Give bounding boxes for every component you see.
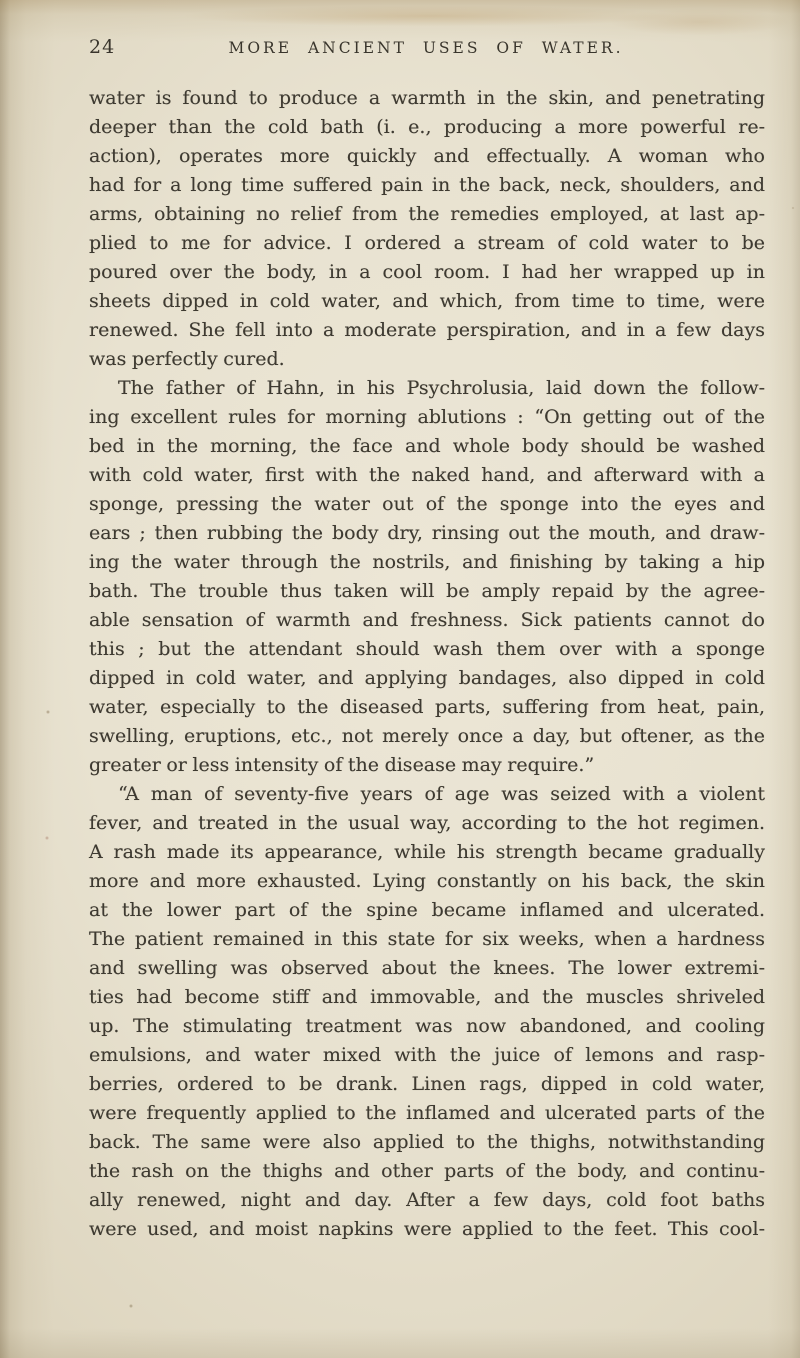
- text-line: The patient remained in this state for six weeks, when a hardness: [89, 928, 765, 950]
- text-line: “A man of seventy-five years of age was seized with a violent: [118, 783, 765, 805]
- text-line: fever, and treated in the usual way, according to the hot regimen.: [89, 812, 765, 834]
- text-line: action), operates more quickly and effectually. A woman who: [89, 145, 765, 167]
- text-line: sponge, pressing the water out of the sponge into the eyes and: [89, 493, 765, 515]
- text-line: bath. The trouble thus taken will be amply repaid by the agree-: [89, 580, 765, 602]
- text-line: were used, and moist napkins were applied to the feet. This cool-: [89, 1218, 765, 1240]
- body-text: [89, 84, 765, 1244]
- text-line: able sensation of warmth and freshness. Sick patients cannot do: [89, 609, 765, 631]
- text-line: deeper than the cold bath (i. e., producing a more powerful re-: [89, 116, 765, 138]
- text-line: was perfectly cured.: [89, 348, 285, 370]
- text-line: sheets dipped in cold water, and which, from time to time, were: [89, 290, 765, 312]
- text-line: with cold water, first with the naked hand, and afterward with a: [89, 464, 765, 486]
- text-line: bed in the morning, the face and whole body should be washed: [89, 435, 765, 457]
- text-line: at the lower part of the spine became inflamed and ulcerated.: [89, 899, 765, 921]
- text-line: ing excellent rules for morning ablutions : “On getting out of the: [89, 406, 765, 428]
- page-number: 24: [89, 36, 116, 58]
- text-line: plied to me for advice. I ordered a stream of cold water to be: [89, 232, 765, 254]
- text-line: ties had become stiff and immovable, and the muscles shriveled: [89, 986, 765, 1008]
- text-line: berries, ordered to be drank. Linen rags, dipped in cold water,: [89, 1073, 765, 1095]
- text-line: up. The stimulating treatment was now abandoned, and cooling: [89, 1015, 765, 1037]
- text-line: had for a long time suffered pain in the back, neck, shoulders, and: [89, 174, 765, 196]
- text-line: emulsions, and water mixed with the juice of lemons and rasp-: [89, 1044, 765, 1066]
- text-line: water, especially to the diseased parts, suffering from heat, pain,: [89, 696, 765, 718]
- text-line: and swelling was observed about the knees. The lower extremi-: [89, 957, 765, 979]
- text-line: were frequently applied to the inflamed and ulcerated parts of the: [89, 1102, 765, 1124]
- text-line: poured over the body, in a cool room. I had her wrapped up in: [89, 261, 765, 283]
- text-line: back. The same were also applied to the thighs, notwithstanding: [89, 1131, 765, 1153]
- text-line: the rash on the thighs and other parts of the body, and continu-: [89, 1160, 765, 1182]
- running-head: MORE ANCIENT USES OF WATER.: [228, 39, 624, 57]
- text-line: ally renewed, night and day. After a few days, cold foot baths: [89, 1189, 765, 1211]
- text-line: dipped in cold water, and applying bandages, also dipped in cold: [89, 667, 765, 689]
- paragraph: [89, 84, 765, 374]
- text-line: greater or less intensity of the disease may require.”: [89, 754, 595, 776]
- text-line: this ; but the attendant should wash them over with a sponge: [89, 638, 765, 660]
- text-line: arms, obtaining no relief from the remedies employed, at last ap-: [89, 203, 765, 225]
- paragraph: [89, 780, 765, 1244]
- text-line: A rash made its appearance, while his strength became gradually: [89, 841, 765, 863]
- text-line: ing the water through the nostrils, and finishing by taking a hip: [89, 551, 765, 573]
- text-line: swelling, eruptions, etc., not merely once a day, but oftener, as the: [89, 725, 765, 747]
- text-line: renewed. She fell into a moderate perspiration, and in a few days: [89, 319, 765, 341]
- page-header: [89, 36, 763, 66]
- text-line: The father of Hahn, in his Psychrolusia, laid down the follow-: [118, 377, 765, 399]
- text-line: more and more exhausted. Lying constantly on his back, the skin: [89, 870, 765, 892]
- text-line: water is found to produce a warmth in the skin, and penetrating: [89, 87, 765, 109]
- text-line: ears ; then rubbing the body dry, rinsing out the mouth, and draw-: [89, 522, 765, 544]
- paragraph: [89, 374, 765, 780]
